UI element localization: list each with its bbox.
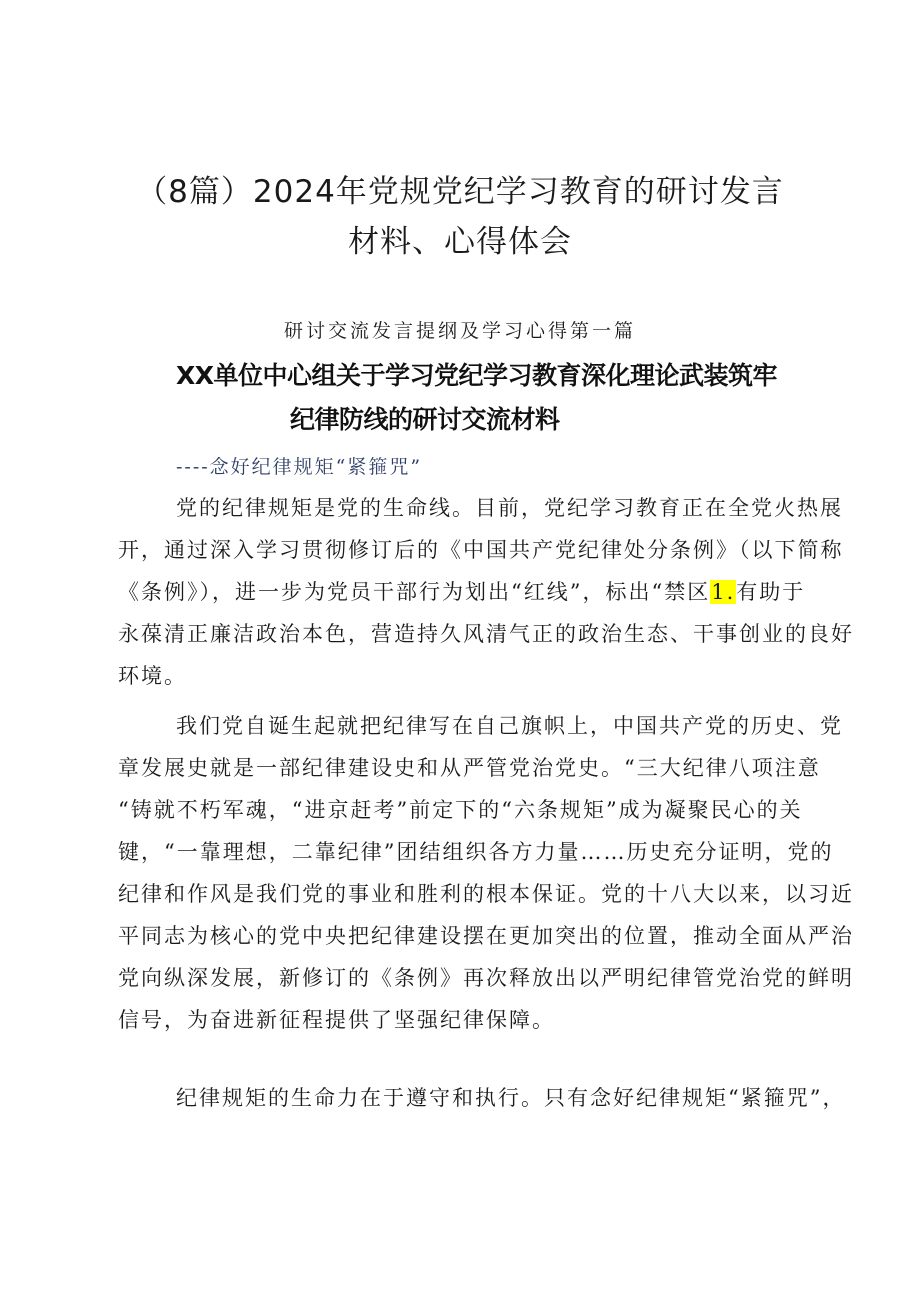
paragraph-line: 永葆清正廉洁政治本色，营造持久风清气正的政治生态、干事创业的良好 bbox=[118, 622, 854, 646]
paragraph-line: “铸就不朽军魂，“进京赶考”前定下的“六条规矩”成为凝聚民心的关 bbox=[118, 798, 803, 822]
article-title-line2: 纪律防线的研讨交流材料 bbox=[290, 405, 560, 434]
section-label: 研讨交流发言提纲及学习心得第一篇 bbox=[283, 320, 636, 342]
paragraph-line: 开，通过深入学习贯彻修订后的《中国共产党纪律处分条例》（以下简称 bbox=[118, 538, 844, 562]
document-title-line2: 材料、心得体会 bbox=[348, 224, 572, 260]
paragraph-line bbox=[118, 571, 808, 613]
paragraph-line: 纪律规矩的生命力在于遵守和执行。只有念好纪律规矩“紧箍咒”， bbox=[176, 1086, 846, 1110]
document-title-line1: （8篇）2024年党规党纪学习教育的研讨发言 bbox=[136, 174, 784, 210]
paragraph-line: 键，“一靠理想，二靠纪律”团结组织各方力量……历史充分证明，党的 bbox=[118, 840, 834, 864]
paragraph-line: 我们党自诞生起就把纪律写在自己旗帜上，中国共产党的历史、党 bbox=[176, 714, 843, 738]
paragraph-line: 党向纵深发展，新修订的《条例》再次释放出以严明纪律管党治党的鲜明 bbox=[118, 966, 854, 990]
paragraph-2 bbox=[118, 705, 854, 1041]
paragraph-line: 党的纪律规矩是党的生命线。目前，党纪学习教育正在全党火热展 bbox=[176, 496, 843, 520]
paragraph-line: 环境。 bbox=[118, 664, 187, 688]
paragraph-text: 有助于 bbox=[736, 580, 806, 604]
highlighted-text: 1. bbox=[711, 580, 736, 604]
paragraph-3 bbox=[118, 1077, 846, 1119]
article-subtitle: ----念好纪律规矩“紧箍咒” bbox=[176, 456, 423, 478]
paragraph-line: 信号，为奋进新征程提供了坚强纪律保障。 bbox=[118, 1008, 555, 1032]
paragraph-1 bbox=[118, 487, 854, 697]
article-title-line1: XX单位中心组关于学习党纪学习教育深化理论武装筑牢 bbox=[176, 361, 778, 390]
paragraph-line: 纪律和作风是我们党的事业和胜利的根本保证。党的十八大以来，以习近 bbox=[118, 882, 854, 906]
paragraph-line: 平同志为核心的党中央把纪律建设摆在更加突出的位置，推动全面从严治 bbox=[118, 924, 854, 948]
paragraph-line: 章发展史就是一部纪律建设史和从严管党治党史。“三大纪律八项注意 bbox=[118, 756, 821, 780]
paragraph-text: 《条例》），进一步为党员干部行为划出“红线”，标出“禁区 bbox=[118, 580, 711, 604]
